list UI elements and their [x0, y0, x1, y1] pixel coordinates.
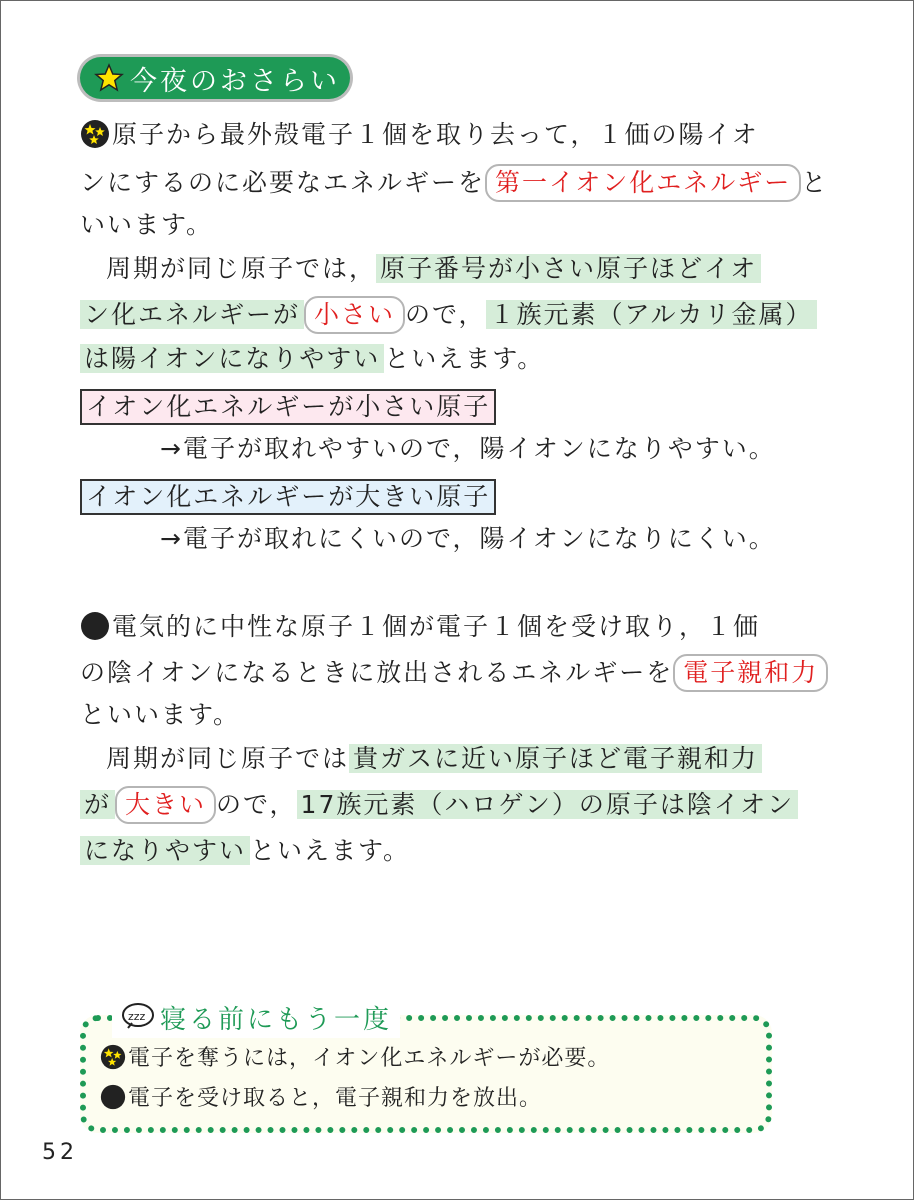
review-text-1: 電子を奪うには，イオン化エネルギーが必要。 [128, 1046, 611, 1071]
s2-highlight-5: が [80, 790, 115, 819]
review-text-2: 電子を受け取ると，電子親和力を放出。 [128, 1086, 543, 1111]
s1-arrow-large: →電子が取れにくいので，陽イオンになりにくい。 [160, 524, 776, 553]
s1-highlight-5b: １族元素（アルカリ金属） [486, 300, 817, 329]
review-title [112, 996, 400, 1038]
s2-line-6 [80, 830, 410, 872]
s1-line-1 [80, 114, 759, 156]
term-large: 大きい [115, 786, 216, 824]
s2-text-4: 周期が同じ原子では [106, 744, 350, 773]
s1-highlight-5: ン化エネルギーが [80, 300, 304, 329]
review-line-2 [100, 1082, 542, 1116]
s1-line-3: いいます。 [80, 210, 214, 239]
page-number: 52 [42, 1140, 78, 1165]
box-small-ionization: イオン化エネルギーが小さい原子 [80, 389, 496, 425]
box-large-ionization: イオン化エネルギーが大きい原子 [80, 479, 496, 515]
s1-highlight-4: 原子番号が小さい原子ほどイオ [376, 254, 761, 283]
s1-line-7 [80, 386, 496, 428]
s1-highlight-6: は陽イオンになりやすい [80, 344, 384, 373]
s2-line-2 [80, 652, 828, 694]
s1-text-4: 周期が同じ原子では， [106, 254, 377, 283]
moon-icon [80, 611, 110, 641]
term-first-ionization-energy: 第一イオン化エネルギー [485, 164, 801, 202]
s2-line-5 [80, 784, 798, 826]
s1-text-2: ンにするのに必要なエネルギーを [80, 168, 486, 197]
s2-line-3: といいます。 [80, 700, 241, 729]
s1-line-4 [106, 248, 761, 290]
s2-text-6: といえます。 [250, 836, 411, 865]
s1-arrow-small: →電子が取れやすいので，陽イオンになりやすい。 [160, 434, 776, 463]
review-title-text: 寝る前にもう一度 [160, 1004, 393, 1035]
s2-highlight-6: になりやすい [80, 836, 250, 865]
s1-text-2-post: と [801, 168, 829, 197]
section-title: 今夜のおさらい [130, 65, 340, 97]
section-title-badge [80, 57, 350, 99]
s2-highlight-5b: 17族元素（ハロゲン）の原子は陰イオン [297, 790, 799, 819]
s2-highlight-4: 貴ガスに近い原子ほど電子親和力 [349, 744, 762, 773]
s1-line-6 [80, 338, 544, 380]
svg-text:zzz: zzz [128, 1010, 146, 1023]
term-electron-affinity: 電子親和力 [673, 654, 828, 692]
s2-text-5-mid: ので， [216, 790, 297, 819]
zzz-icon [120, 1002, 156, 1032]
s1-line-5 [80, 294, 817, 336]
s2-line-1 [80, 606, 760, 648]
s2-line-4 [106, 738, 762, 780]
s1-line-2 [80, 162, 828, 204]
s1-text-1: 原子から最外殻電子１個を取り去って，１価の陽イオ [112, 120, 759, 149]
s1-line-9 [80, 476, 496, 518]
s1-text-6: といえます。 [384, 344, 545, 373]
s2-text-1: 電気的に中性な原子１個が電子１個を受け取り，１価 [112, 612, 761, 641]
review-line-1 [100, 1042, 610, 1076]
term-small: 小さい [304, 296, 405, 334]
s2-text-2: の陰イオンになるときに放出されるエネルギーを [80, 658, 674, 687]
moon-icon [100, 1084, 126, 1110]
star-icon [94, 63, 124, 93]
s1-text-5-mid: ので， [405, 300, 486, 329]
stars-icon [80, 119, 110, 149]
stars-icon [100, 1044, 126, 1070]
